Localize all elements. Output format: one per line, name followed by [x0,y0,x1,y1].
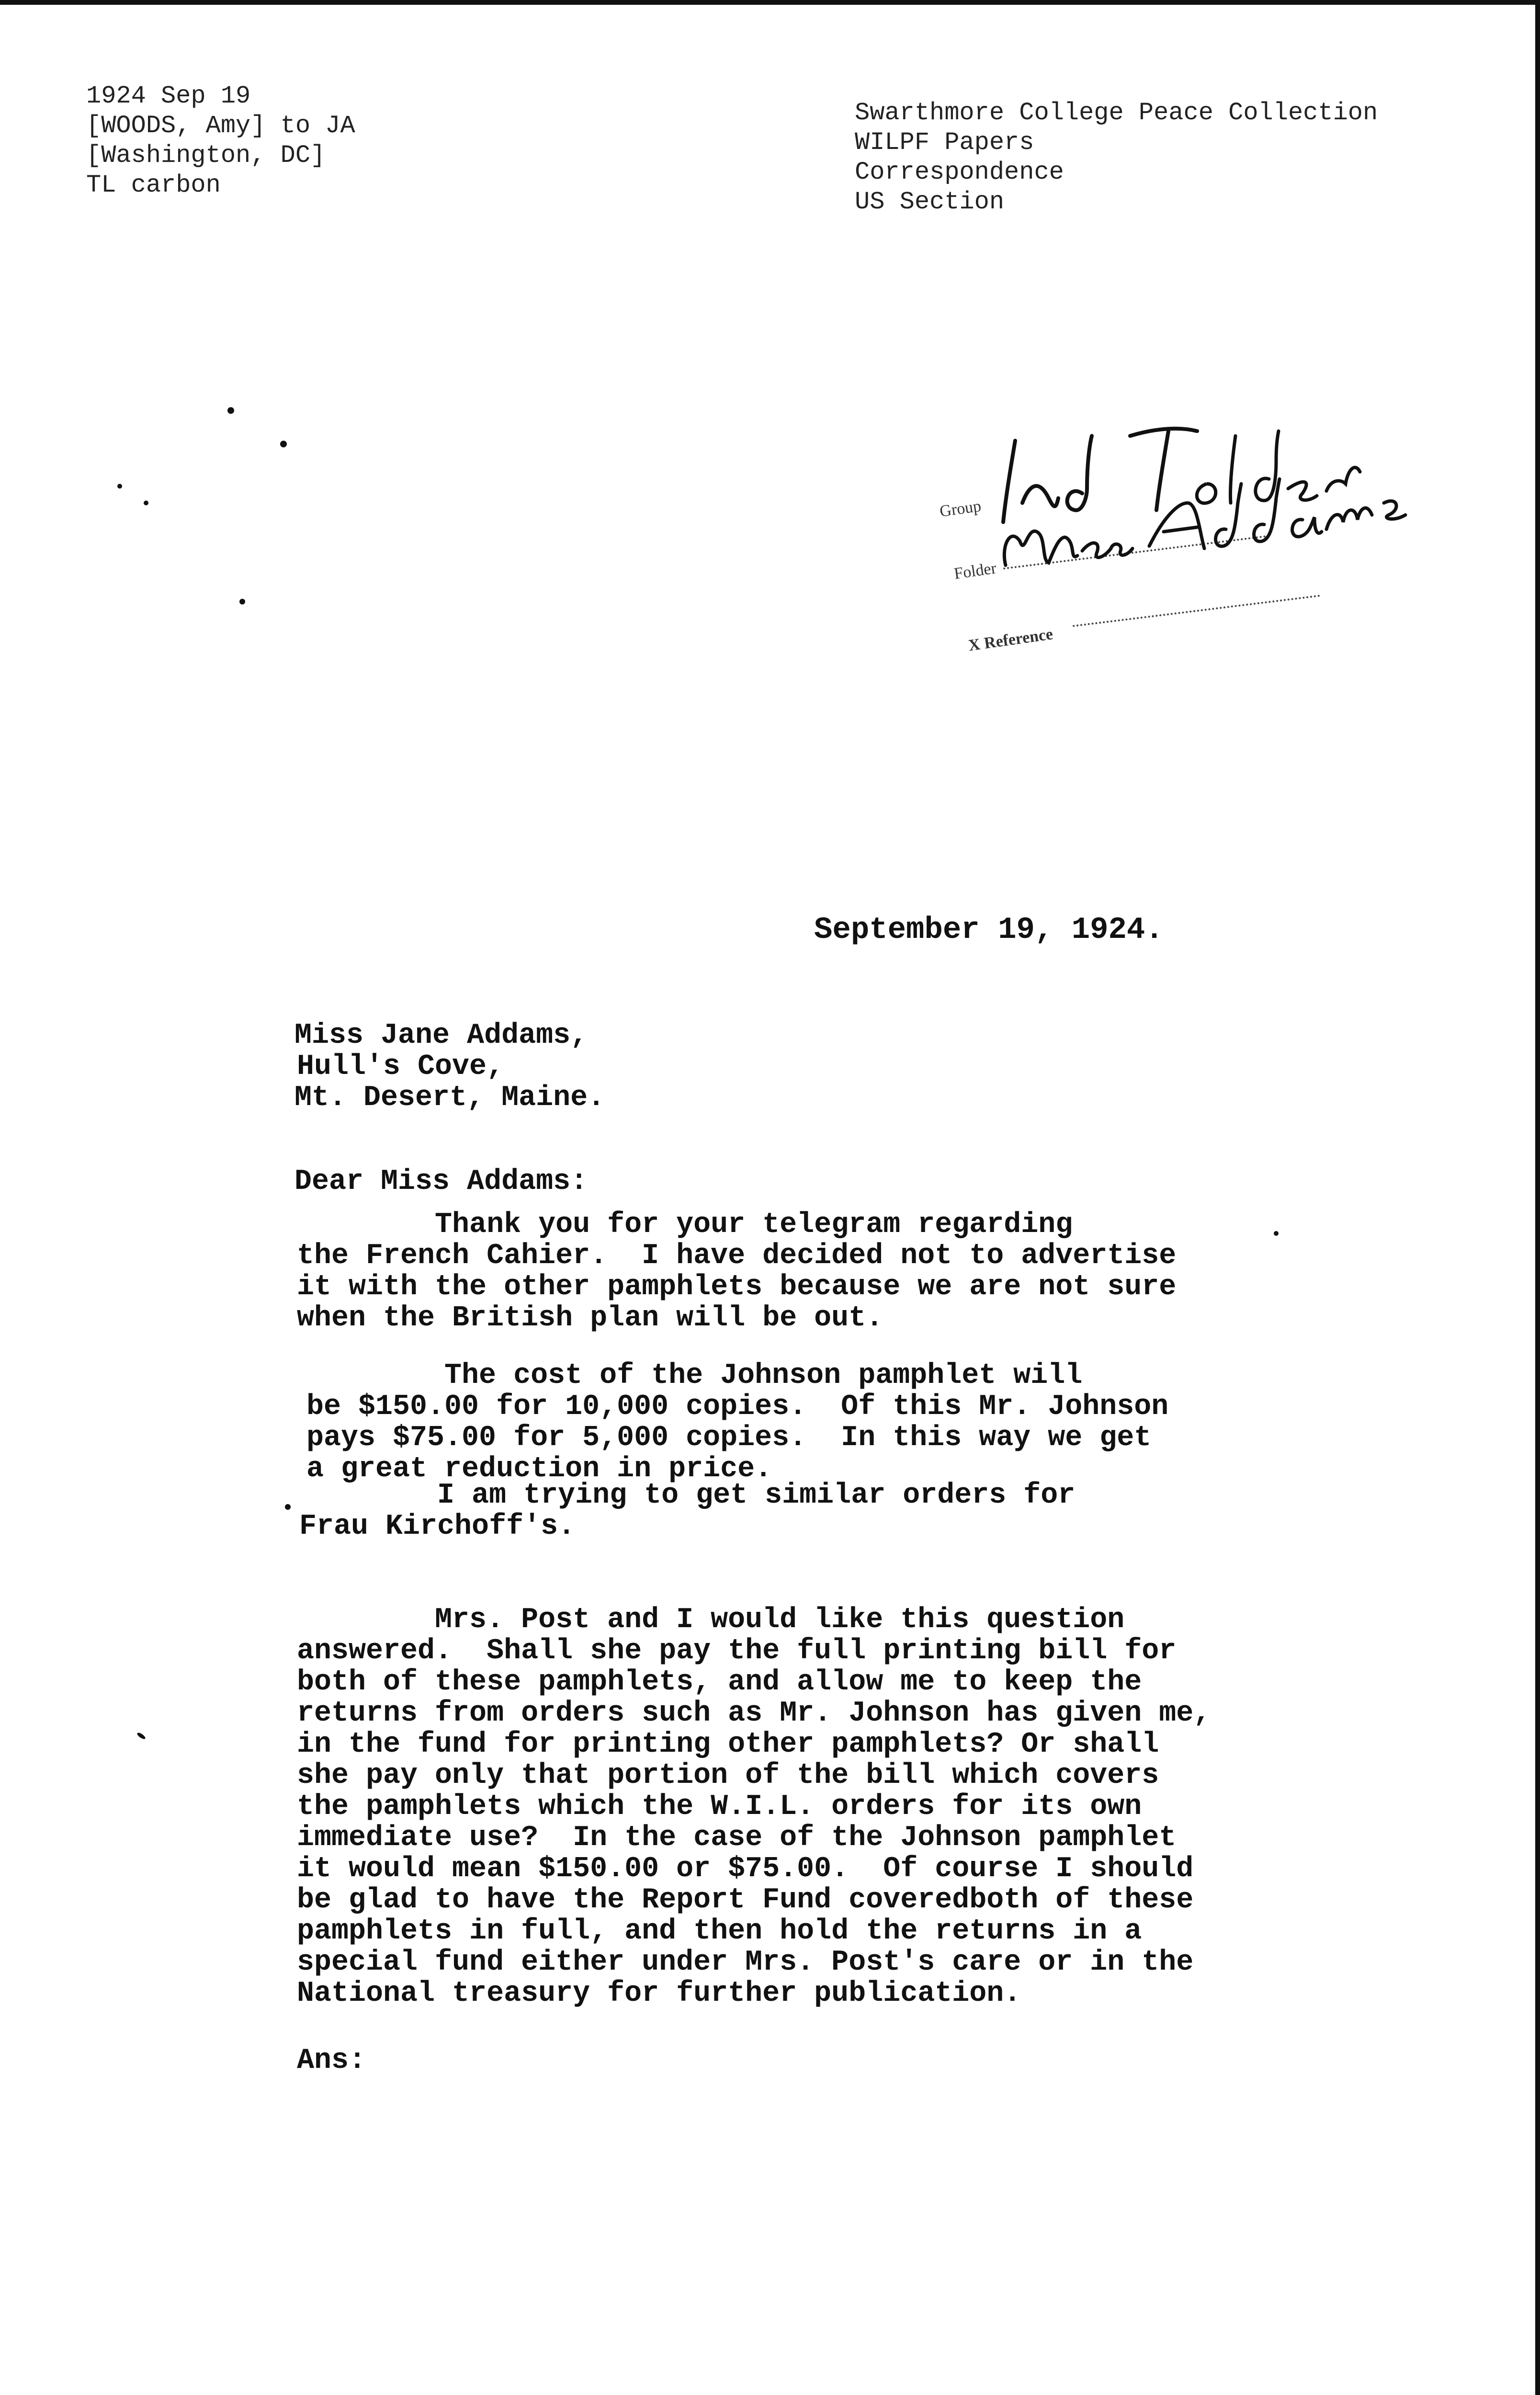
stamp-reference-label: X Reference [967,625,1054,655]
paragraph-line: it with the other pamphlets because we are not sure [297,1271,1177,1303]
scan-speck [1274,1231,1279,1236]
handwritten-annotation [939,407,1441,580]
address-line-city: Mt. Desert, Maine. [294,1082,605,1114]
scan-speck [136,1732,147,1740]
archive-format: TL carbon [86,171,221,199]
scan-speck [144,501,148,505]
scan-speck [227,407,234,414]
paragraph-line: I am trying to get similar orders for [299,1479,1076,1512]
paragraph-line: the pamphlets which the W.I.L. orders for its own [297,1791,1142,1823]
salutation [294,1166,588,1198]
series-name: Correspondence [855,158,1064,186]
archive-note-left [86,81,355,200]
stamp-reference-line [1073,595,1320,627]
address-line-street: Hull's Cove, [297,1050,504,1083]
paragraph-line: pays $75.00 for 5,000 copies. In this way we get [306,1422,1152,1454]
paragraph-line: the French Cahier. I have decided not to advertise [297,1240,1177,1272]
date-line: September 19, 1924. [814,913,1164,947]
recipient-address [294,1020,605,1114]
salutation-line: Dear Miss Addams: [294,1165,588,1198]
archive-correspondents: [WOODS, Amy] to JA [86,112,355,140]
paragraph-line: pamphlets in full, and then hold the returns in a [297,1915,1142,1948]
archive-date: 1924 Sep 19 [86,82,251,110]
paragraph-line: Mrs. Post and I would like this question [297,1604,1125,1636]
paragraph-orders [299,1480,1075,1542]
scan-speck [239,599,245,604]
paragraph-question [297,1605,1211,2009]
paragraph-line: returns from orders such as Mr. Johnson has given me, [297,1697,1211,1730]
paragraph-cost [306,1360,1168,1485]
archive-place: [Washington, DC] [86,141,326,170]
paragraph-line: Thank you for your telegram regarding [297,1209,1073,1241]
closing [297,2045,366,2076]
stamp-folder-label: Folder [953,559,998,583]
closing-line: Ans: [297,2044,366,2077]
paragraph-line: The cost of the Johnson pamphlet will [306,1359,1083,1392]
paragraph-line: answered. Shall she pay the full printing bill for [297,1635,1177,1667]
archive-note-right [855,98,1378,217]
paragraph-line: be glad to have the Report Fund coveredboth of these [297,1884,1194,1916]
paragraph-line: immediate use? In the case of the Johnson pamphlet [297,1822,1177,1854]
paragraph-line: be $150.00 for 10,000 copies. Of this Mr. Johnson [306,1391,1169,1423]
paragraph-line: a great reduction in price. [306,1453,772,1485]
scan-speck [280,441,287,447]
stamp-group-label: Group [939,497,983,521]
papers-name: WILPF Papers [855,128,1034,157]
paragraph-line: special fund either under Mrs. Post's care or in the [297,1946,1194,1979]
letter-date [814,915,1164,946]
scan-speck [285,1504,291,1510]
paragraph-line: when the British plan will be out. [297,1302,883,1334]
address-line-name: Miss Jane Addams, [294,1019,588,1052]
filing-stamp [939,407,1441,675]
paragraph-line: Frau Kirchoff's. [299,1510,576,1543]
paragraph-line: it would mean $150.00 or $75.00. Of course I should [297,1853,1194,1885]
paragraph-line: in the fund for printing other pamphlets? Or shall [297,1728,1159,1761]
scan-speck [117,484,122,489]
section-name: US Section [855,188,1005,216]
paragraph-line: National treasury for further publication. [297,1977,1021,2010]
paragraph-telegram [297,1209,1176,1334]
collection-name: Swarthmore College Peace Collection [855,99,1378,127]
paragraph-line: she pay only that portion of the bill which covers [297,1759,1159,1792]
paragraph-line: both of these pamphlets, and allow me to keep the [297,1666,1142,1699]
